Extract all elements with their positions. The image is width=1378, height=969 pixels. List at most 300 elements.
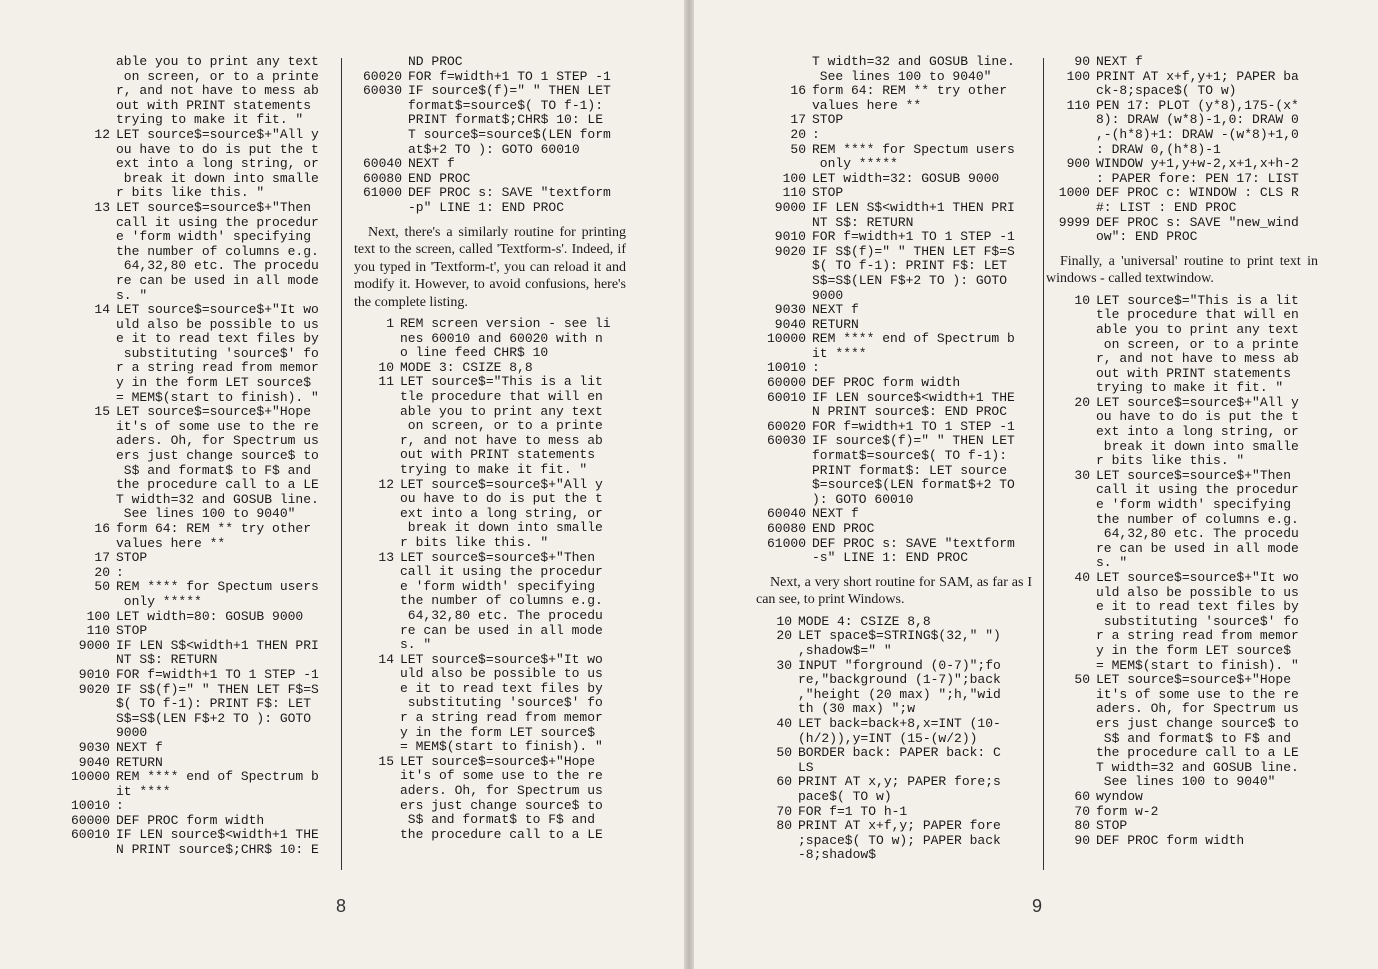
- code-line: [1046, 440, 1318, 455]
- code-text: IF LEN S$<width+1 THEN PRI: [812, 199, 1015, 215]
- code-text: it's of some use to the re: [116, 418, 319, 434]
- code-line: [354, 390, 626, 405]
- code-text: ,-(h*8)+1: DRAW -(w*8)+1,0: [1096, 126, 1299, 142]
- line-number: [354, 828, 394, 843]
- line-number: 900: [1066, 156, 1090, 172]
- line-number: 61000: [766, 535, 806, 551]
- code-text: e it to read text files by: [116, 331, 319, 347]
- line-number: [354, 609, 394, 624]
- code-text: : PAPER fore: PEN 17: LIST: [1096, 170, 1299, 186]
- line-number: 70: [776, 803, 792, 819]
- code-listing-textform-p: [354, 55, 626, 216]
- code-line: [1046, 775, 1318, 790]
- code-text: it's of some use to the re: [400, 768, 603, 784]
- code-line: [62, 478, 336, 493]
- code-line: [62, 128, 336, 143]
- line-number: 50: [94, 579, 110, 595]
- code-line: [756, 732, 1032, 747]
- code-text: s. ": [116, 287, 148, 303]
- code-line: [756, 230, 1032, 245]
- code-text: y in the form LET source$: [116, 375, 312, 391]
- code-text: the number of columns e.g.: [116, 243, 319, 259]
- line-number: [1046, 615, 1090, 630]
- line-number: [62, 274, 110, 289]
- code-text: STOP: [1096, 818, 1128, 834]
- line-number: [1046, 367, 1090, 382]
- code-text: WINDOW y+1,y+w-2,x+1,x+h-2: [1096, 156, 1299, 172]
- line-number: 9030: [774, 302, 806, 318]
- code-text: See lines 100 to 9040": [116, 506, 296, 522]
- line-number: 9030: [78, 739, 110, 755]
- code-line: [1046, 556, 1318, 571]
- code-text: IF LEN source$<width+1 THE: [812, 389, 1015, 405]
- code-line: [354, 682, 626, 697]
- code-line: [1046, 542, 1318, 557]
- code-line: [1046, 571, 1318, 586]
- line-number: [354, 521, 394, 536]
- line-number: [1046, 600, 1090, 615]
- code-line: [354, 70, 626, 85]
- line-number: 12: [94, 126, 110, 142]
- code-text: ou have to do is put the t: [1096, 409, 1299, 425]
- code-line: [756, 805, 1032, 820]
- line-number: 9020: [774, 243, 806, 259]
- code-line: [756, 717, 1032, 732]
- code-text: the number of columns e.g.: [400, 593, 603, 609]
- code-line: [62, 113, 336, 128]
- body-paragraph: Finally, a 'universal' routine to print text in windows - called textwindow.: [1046, 253, 1318, 287]
- line-number: [62, 318, 110, 333]
- code-text: -s" LINE 1: END PROC: [812, 550, 969, 566]
- code-text: :: [812, 126, 820, 142]
- line-number: 9040: [78, 754, 110, 770]
- code-line: [62, 653, 336, 668]
- code-text: NT S$: RETURN: [812, 214, 914, 230]
- line-number: [756, 478, 806, 493]
- code-line: [62, 668, 336, 683]
- line-number: [354, 405, 394, 420]
- line-number: [354, 332, 394, 347]
- code-line: [1046, 70, 1318, 85]
- code-text: form 64: REM ** try other: [116, 521, 312, 536]
- code-line: [62, 157, 336, 172]
- code-listing-textwindow: [1046, 294, 1318, 849]
- line-number: [62, 464, 110, 479]
- code-line: [756, 55, 1032, 70]
- code-text: the procedure call to a LE: [400, 826, 603, 842]
- line-number: [62, 493, 110, 508]
- code-line: [62, 216, 336, 231]
- line-number: [1046, 84, 1090, 99]
- code-text: NEXT f: [812, 302, 859, 318]
- code-text: LET space$=STRING$(32," "): [798, 628, 1001, 644]
- code-text: r bits like this. ": [400, 534, 549, 550]
- code-text: STOP: [116, 550, 148, 566]
- code-line: [62, 551, 336, 566]
- line-number: [354, 784, 394, 799]
- code-text: REM **** end of Spectrum b: [116, 769, 319, 785]
- code-text: LET source$=source$+"Then: [400, 549, 596, 565]
- code-line: [1046, 717, 1318, 732]
- code-line: [354, 799, 626, 814]
- code-text: IF source$(f)=" " THEN LET: [408, 83, 611, 99]
- code-text: the number of columns e.g.: [1096, 511, 1299, 527]
- code-line: [62, 186, 336, 201]
- code-text: FOR f=width+1 TO 1 STEP -1: [812, 229, 1015, 245]
- code-line: [62, 624, 336, 639]
- code-text: s. ": [1096, 555, 1128, 571]
- line-number: [62, 537, 110, 552]
- line-number: [1046, 201, 1090, 216]
- code-text: LET source$=source$+"Hope: [1096, 672, 1292, 688]
- code-text: LET source$=source$+"It wo: [1096, 570, 1299, 585]
- code-text: on screen, or to a printe: [116, 68, 319, 84]
- code-line: [1046, 834, 1318, 849]
- line-number: [1046, 352, 1090, 367]
- line-number: [62, 785, 110, 800]
- line-number: [1046, 113, 1090, 128]
- line-number: 50: [1074, 672, 1090, 688]
- line-number: 9020: [78, 681, 110, 697]
- code-line: [1046, 483, 1318, 498]
- code-line: [62, 785, 336, 800]
- code-text: = MEM$(start to finish). ": [1096, 657, 1299, 673]
- code-line: [756, 274, 1032, 289]
- code-line: [62, 405, 336, 420]
- code-line: [756, 259, 1032, 274]
- code-text: break it down into smalle: [400, 520, 603, 536]
- code-line: [354, 55, 626, 70]
- line-number: [756, 405, 806, 420]
- line-number: 20: [1074, 394, 1090, 410]
- code-line: [354, 565, 626, 580]
- line-number: [1046, 644, 1090, 659]
- line-number: [1046, 483, 1090, 498]
- code-line: [756, 834, 1032, 849]
- code-line: [354, 711, 626, 726]
- code-text: the procedure call to a LE: [1096, 745, 1299, 761]
- code-text: NEXT f: [1096, 54, 1143, 69]
- line-number: [62, 347, 110, 362]
- code-text: re,"background (1-7)";back: [798, 672, 1001, 688]
- line-number: [756, 274, 806, 289]
- line-number: [62, 420, 110, 435]
- code-line: [756, 376, 1032, 391]
- code-text: trying to make it fit. ": [116, 112, 304, 128]
- code-text: S$ and format$ to F$ and: [1096, 730, 1292, 746]
- code-text: PRINT format$;CHR$ 10: LE: [408, 112, 604, 128]
- code-text: BORDER back: PAPER back: C: [798, 745, 1001, 761]
- code-text: ow": END PROC: [1096, 229, 1198, 245]
- line-number: 100: [782, 170, 806, 186]
- line-number: [1046, 732, 1090, 747]
- code-text: ers just change source$ to: [400, 797, 603, 813]
- line-number: 60010: [70, 827, 110, 843]
- code-text: See lines 100 to 9040": [812, 68, 992, 84]
- code-line: [62, 99, 336, 114]
- code-line: [62, 84, 336, 99]
- code-text: e it to read text files by: [400, 680, 603, 696]
- code-line: [62, 522, 336, 537]
- code-text: it ****: [812, 345, 867, 361]
- line-number: [62, 712, 110, 727]
- code-text: only *****: [812, 156, 898, 172]
- code-line: [756, 537, 1032, 552]
- code-text: r bits like this. ": [116, 185, 265, 201]
- code-text: T width=32 and GOSUB line.: [116, 491, 319, 507]
- line-number: [756, 702, 792, 717]
- code-listing-window-cont: [1046, 55, 1318, 245]
- line-number: [756, 55, 806, 70]
- code-line: [1046, 454, 1318, 469]
- code-text: IF S$(f)=" " THEN LET F$=S: [116, 681, 319, 697]
- line-number: 9000: [78, 637, 110, 653]
- code-text: ou have to do is put the t: [400, 491, 603, 507]
- code-text: r, and not have to mess ab: [400, 432, 603, 448]
- line-number: 9000: [774, 199, 806, 215]
- code-line: [354, 784, 626, 799]
- code-text: LET source$=source$+"All y: [116, 126, 319, 142]
- line-number: [1046, 513, 1090, 528]
- code-line: [756, 629, 1032, 644]
- code-line: [62, 143, 336, 158]
- code-text: ): GOTO 60010: [812, 491, 914, 507]
- code-line: [756, 775, 1032, 790]
- code-line: [62, 230, 336, 245]
- code-line: [354, 201, 626, 216]
- code-text: :: [116, 564, 124, 580]
- code-text: uld also be possible to us: [400, 666, 603, 682]
- code-text: substituting 'source$' fo: [116, 345, 319, 361]
- line-number: 100: [86, 608, 110, 624]
- code-line: [62, 70, 336, 85]
- line-number: [756, 157, 806, 172]
- code-line: [354, 536, 626, 551]
- left-page: [0, 0, 684, 969]
- code-text: able you to print any text: [400, 403, 603, 419]
- body-paragraph: Next, there's a similarly routine for printing text to the screen, called 'Textform-s'. Indeed, if you typed in 'Textform-t', you can reload it and modify it. However, to avoid confusions, here's the complete listing.: [354, 224, 626, 310]
- code-text: break it down into smalle: [1096, 438, 1299, 454]
- code-line: [62, 464, 336, 479]
- line-number: [1046, 425, 1090, 440]
- code-line: [354, 828, 626, 843]
- code-text: LET source$=source$+"All y: [1096, 394, 1299, 410]
- code-line: [756, 434, 1032, 449]
- line-number: [62, 157, 110, 172]
- code-line: [756, 507, 1032, 522]
- page-number: 9: [1032, 896, 1043, 916]
- code-text: END PROC: [812, 521, 875, 536]
- code-text: ext into a long string, or: [400, 505, 603, 521]
- line-number: [62, 376, 110, 391]
- code-text: trying to make it fit. ": [400, 461, 588, 477]
- code-line: [354, 157, 626, 172]
- code-text: uld also be possible to us: [116, 316, 319, 332]
- code-text: uld also be possible to us: [1096, 584, 1299, 600]
- code-text: DEF PROC c: WINDOW : CLS R: [1096, 185, 1299, 201]
- code-line: [1046, 469, 1318, 484]
- code-line: [354, 143, 626, 158]
- line-number: [756, 347, 806, 362]
- right-page-column-1: [756, 55, 1032, 863]
- line-number: 60000: [766, 375, 806, 391]
- line-number: [354, 682, 394, 697]
- code-text: trying to make it fit. ": [1096, 380, 1284, 396]
- code-text: ND PROC: [408, 54, 463, 69]
- code-line: [756, 420, 1032, 435]
- code-text: wyndow: [1096, 788, 1143, 804]
- line-number: 110: [782, 185, 806, 201]
- code-line: [756, 99, 1032, 114]
- line-number: [354, 99, 402, 114]
- body-paragraph: Next, a very short routine for SAM, as far as I can see, to print Windows.: [756, 574, 1032, 608]
- code-line: [354, 113, 626, 128]
- line-number: [756, 673, 792, 688]
- line-number: [62, 186, 110, 201]
- line-number: [354, 448, 394, 463]
- line-number: [1046, 775, 1090, 790]
- code-line: [756, 216, 1032, 231]
- code-line: [62, 770, 336, 785]
- code-line: [1046, 659, 1318, 674]
- code-line: [354, 594, 626, 609]
- code-text: e 'form width' specifying: [116, 229, 312, 245]
- code-text: LET source$="This is a lit: [400, 374, 603, 390]
- code-line: [1046, 201, 1318, 216]
- line-number: 13: [378, 549, 394, 565]
- code-line: [62, 245, 336, 260]
- line-number: [1046, 586, 1090, 601]
- code-line: [756, 449, 1032, 464]
- code-line: [354, 667, 626, 682]
- line-number: 60030: [362, 83, 402, 99]
- code-text: r, and not have to mess ab: [1096, 351, 1299, 367]
- code-text: S$ and format$ to F$ and: [116, 462, 312, 478]
- line-number: [1046, 659, 1090, 674]
- code-text: s. ": [400, 637, 432, 653]
- code-text: r bits like this. ": [1096, 453, 1245, 469]
- code-line: [354, 346, 626, 361]
- line-number: [62, 595, 110, 610]
- code-line: [1046, 615, 1318, 630]
- code-text: r a string read from memor: [400, 710, 603, 726]
- line-number: 13: [94, 199, 110, 215]
- code-line: [756, 289, 1032, 304]
- line-number: [62, 172, 110, 187]
- code-line: [1046, 128, 1318, 143]
- code-line: [1046, 425, 1318, 440]
- code-text: re can be used in all mode: [400, 622, 603, 638]
- code-line: [756, 186, 1032, 201]
- code-text: T source$=source$(LEN form: [408, 126, 611, 142]
- code-line: [354, 492, 626, 507]
- code-line: [62, 289, 336, 304]
- code-text: N PRINT source$;CHR$ 10: E: [116, 842, 319, 858]
- code-line: [1046, 644, 1318, 659]
- code-line: [1046, 99, 1318, 114]
- code-line: [1046, 702, 1318, 717]
- code-text: it ****: [116, 783, 171, 799]
- line-number: 40: [776, 715, 792, 731]
- code-line: [756, 644, 1032, 659]
- code-text: FOR f=width+1 TO 1 STEP -1: [116, 666, 319, 682]
- code-text: $( TO f-1): PRINT F$: LET: [116, 696, 312, 712]
- line-number: [354, 463, 394, 478]
- code-text: LET source$="This is a lit: [1096, 292, 1299, 308]
- code-text: PRINT AT x+f,y+1; PAPER ba: [1096, 68, 1299, 84]
- left-page-column-1: [62, 55, 336, 858]
- line-number: [354, 726, 394, 741]
- line-number: [1046, 498, 1090, 513]
- code-text: T width=32 and GOSUB line.: [812, 54, 1015, 69]
- line-number: [62, 361, 110, 376]
- code-line: [1046, 338, 1318, 353]
- code-text: REM **** end of Spectrum b: [812, 331, 1015, 347]
- line-number: [756, 790, 792, 805]
- code-text: LET source$=source$+"It wo: [400, 651, 603, 667]
- code-text: ck-8;space$( TO w): [1096, 83, 1237, 99]
- line-number: 60020: [766, 418, 806, 434]
- code-line: [354, 521, 626, 536]
- code-line: [354, 434, 626, 449]
- code-text: break it down into smalle: [116, 170, 319, 186]
- code-line: [354, 84, 626, 99]
- code-text: IF LEN S$<width+1 THEN PRI: [116, 637, 319, 653]
- code-line: [756, 361, 1032, 376]
- code-line: [1046, 586, 1318, 601]
- line-number: 60000: [70, 812, 110, 828]
- line-number: [1046, 381, 1090, 396]
- line-number: [62, 113, 110, 128]
- code-text: IF LEN source$<width+1 THE: [116, 827, 319, 843]
- line-number: 60010: [766, 389, 806, 405]
- code-text: N PRINT source$: END PROC: [812, 404, 1008, 420]
- code-line: [1046, 527, 1318, 542]
- code-line: [1046, 323, 1318, 338]
- code-text: DEF PROC form width: [812, 375, 961, 391]
- line-number: [354, 799, 394, 814]
- line-number: 11: [378, 374, 394, 390]
- code-text: aders. Oh, for Spectrum us: [116, 433, 319, 449]
- line-number: [1046, 556, 1090, 571]
- code-line: [62, 639, 336, 654]
- code-text: ers just change source$ to: [116, 448, 319, 464]
- code-line: [1046, 113, 1318, 128]
- code-text: re can be used in all mode: [116, 272, 319, 288]
- code-text: PRINT AT x,y; PAPER fore;s: [798, 774, 1001, 790]
- code-line: [62, 828, 336, 843]
- line-number: [62, 697, 110, 712]
- code-text: LET width=32: GOSUB 9000: [812, 170, 1000, 186]
- code-text: END PROC: [408, 170, 471, 186]
- code-line: [354, 769, 626, 784]
- code-text: form w-2: [1096, 803, 1159, 819]
- code-text: o line feed CHR$ 10: [400, 345, 549, 361]
- code-text: PRINT format$: LET source: [812, 462, 1008, 478]
- line-number: [62, 84, 110, 99]
- code-text: $=source$(LEN format$+2 TO: [812, 477, 1015, 493]
- code-line: [354, 361, 626, 376]
- code-text: aders. Oh, for Spectrum us: [400, 783, 603, 799]
- line-number: [62, 478, 110, 493]
- left-page-column-2: [354, 55, 626, 842]
- code-listing-textform-s-cont: [756, 55, 1032, 566]
- book-gutter: [684, 0, 694, 969]
- code-line: [354, 638, 626, 653]
- line-number: 9999: [1058, 214, 1090, 230]
- code-text: pace$( TO w): [798, 788, 892, 804]
- code-text: values here **: [116, 535, 226, 551]
